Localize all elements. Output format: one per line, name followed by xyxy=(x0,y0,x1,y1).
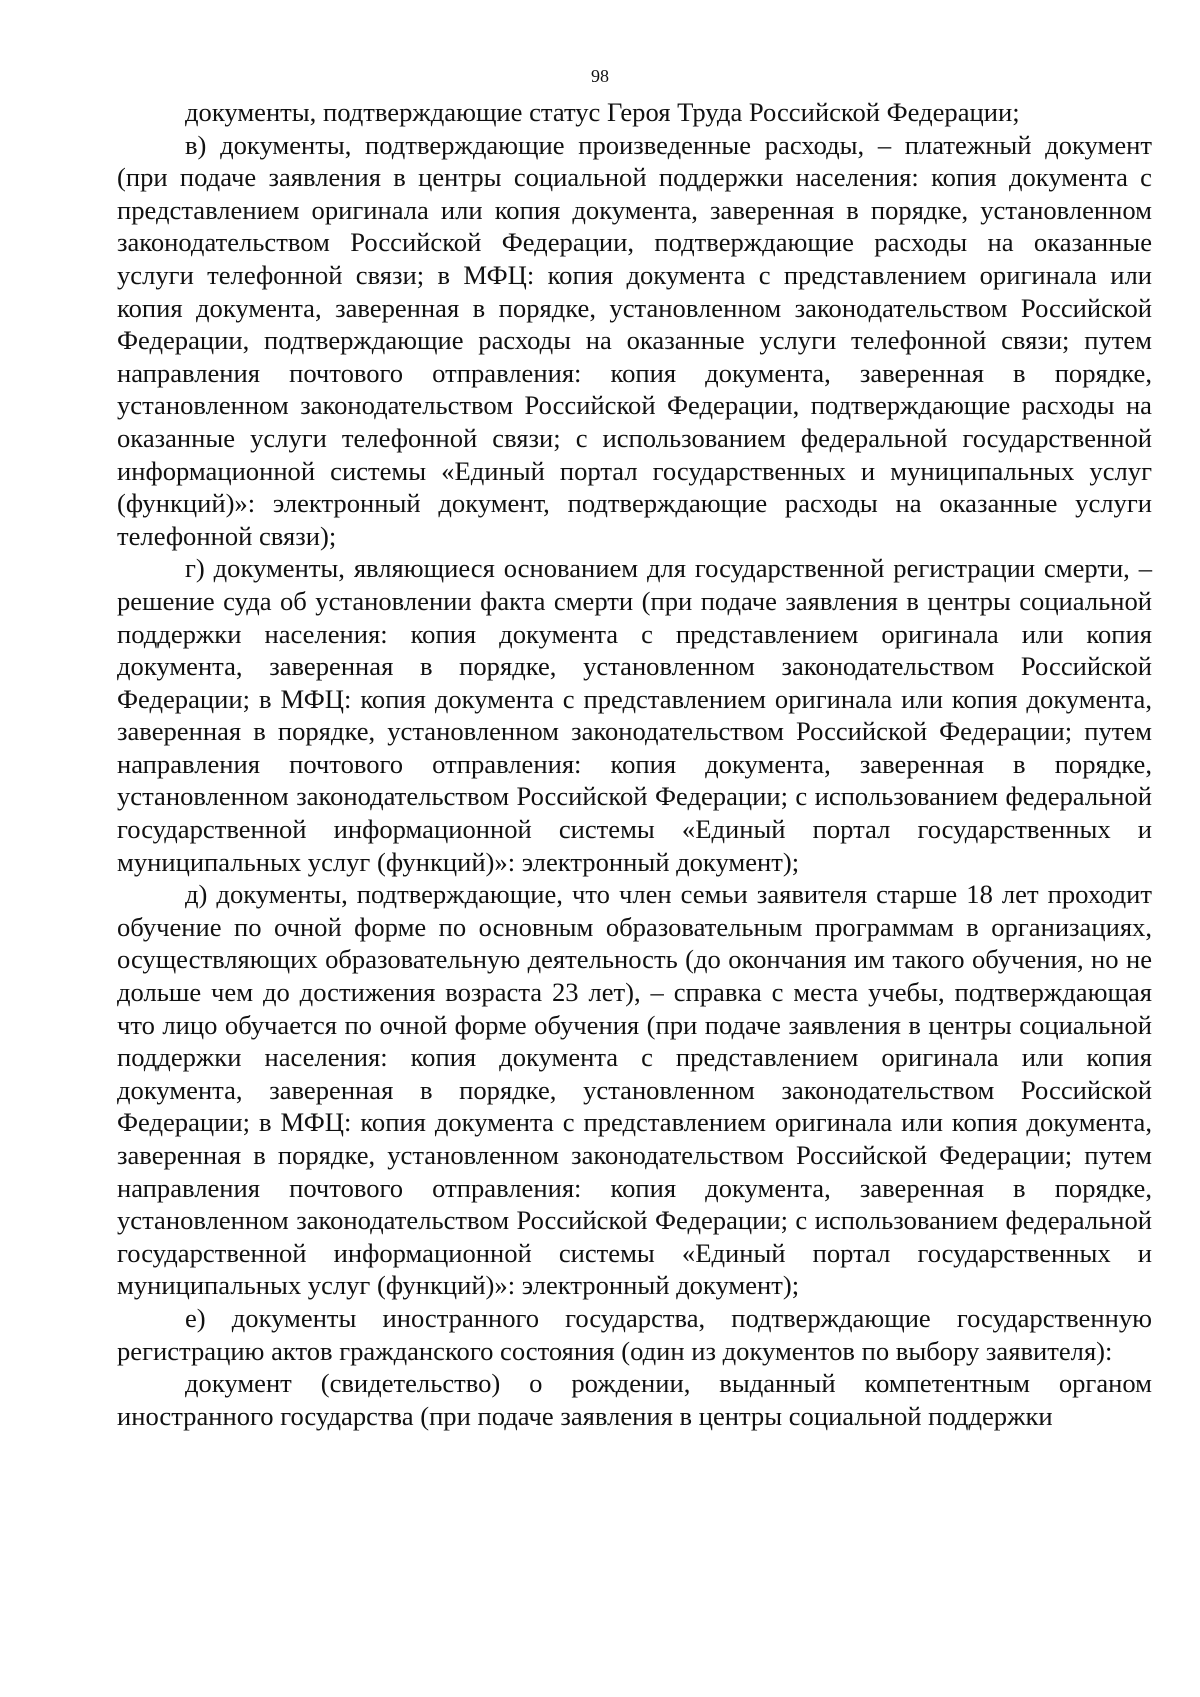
paragraph-item-g-death-registration: г) документы, являющиеся основанием для государственной регистрации смерти, – решение суда об установлении факта смерти (при подаче заявления в центры социальной поддержки населения: копия документа с представлением оригинала или копия документа, заверенная в порядке, установленном законодательством Российской Федерации; в МФЦ: копия документа с представлением оригинала или копия документа, заверенная в порядке, установленном законодательством Российской Федерации; путем направления почтового отправления: копия документа, заверенная в порядке, установленном законодательством Российской Федерации; с использованием федеральной государственной информационной системы «Единый портал государственных и муниципальных услуг (функций)»: электронный документ); xyxy=(117,553,1152,877)
paragraph-item-v-expenses: в) документы, подтверждающие произведенные расходы, – платежный документ (при подаче заявления в центры социальной поддержки населения: копия документа с представлением оригинала или копия документа, заверенная в порядке, установленном законодательством Российской Федерации, подтверждающие расходы на оказанные услуги телефонной связи; в МФЦ: копия документа с представлением оригинала или копия документа, заверенная в порядке, установленном законодательством Российской Федерации, подтверждающие расходы на оказанные услуги телефонной связи; путем направления почтового отправления: копия документа, заверенная в порядке, установленном законодательством Российской Федерации, подтверждающие расходы на оказанные услуги телефонной связи; с использованием федеральной государственной информационной системы «Единый портал государственных и муниципальных услуг (функций)»: электронный документ, подтверждающие расходы на оказанные услуги телефонной связи); xyxy=(117,129,1152,551)
paragraph-item-d-education: д) документы, подтверждающие, что член семьи заявителя старше 18 лет проходит обучение по очной форме по основным образовательным программам в организациях, осуществляющих образовательную деятельность (до окончания им такого обучения, но не дольше чем до достижения возраста 23 лет), – справка с места учебы, подтверждающая что лицо обучается по очной форме обучения (при подаче заявления в центры социальной поддержки населения: копия документа с представлением оригинала или копия документа, заверенная в порядке, установленном законодательством Российской Федерации; в МФЦ: копия документа с представлением оригинала или копия документа, заверенная в порядке, установленном законодательством Российской Федерации; путем направления почтового отправления: копия документа, заверенная в порядке, установленном законодательством Российской Федерации; с использованием федеральной государственной информационной системы «Единый портал государственных и муниципальных услуг (функций)»: электронный документ); xyxy=(117,879,1152,1301)
paragraph-item-e-foreign-documents: е) документы иностранного государства, подтверждающие государственную регистрацию актов гражданского состояния (один из документов по выбору заявителя): xyxy=(117,1302,1152,1366)
paragraph-birth-certificate: документ (свидетельство) о рождении, выданный компетентным органом иностранного государства (при подаче заявления в центры социальной поддержки xyxy=(117,1368,1152,1431)
page-number: 98 xyxy=(591,66,609,86)
paragraph-hero-of-labor-status: документы, подтверждающие статус Героя Труда Российской Федерации; xyxy=(185,97,1020,127)
document-body xyxy=(117,96,1152,1432)
